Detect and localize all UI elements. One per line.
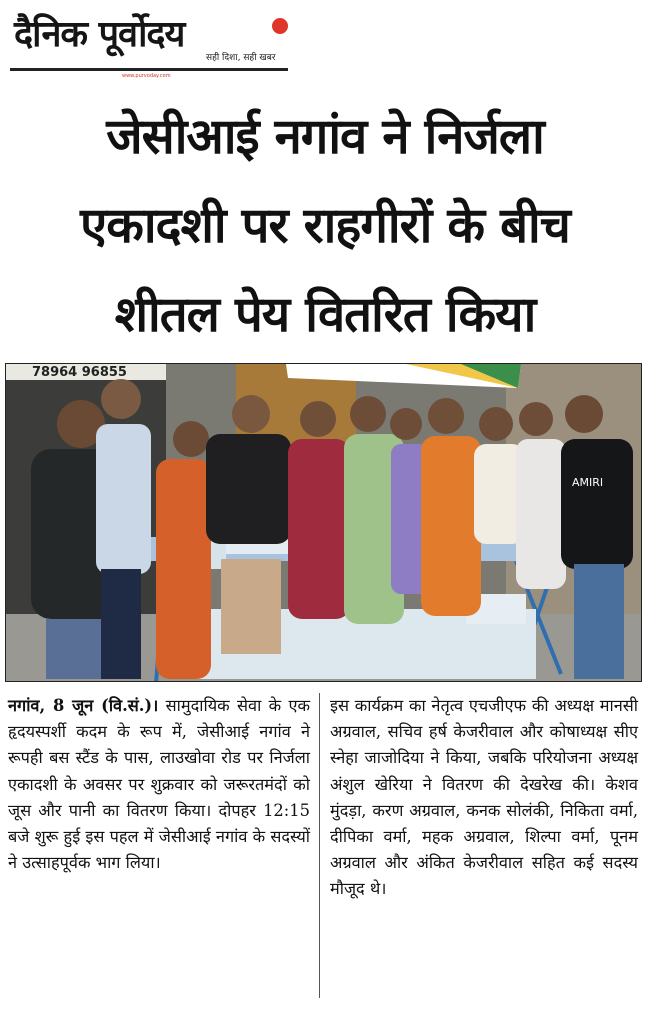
column-divider	[319, 693, 320, 998]
banner-text: 78964 96855	[32, 365, 127, 380]
article-column-right	[330, 693, 638, 903]
article-left-paragraph	[8, 693, 310, 876]
dateline: नगांव, 8 जून (वि.सं.)।	[8, 696, 159, 715]
headline-line-1: जेसीआई नगांव ने निर्जला	[106, 108, 544, 165]
newspaper-name: दैनिक पूर्वोदय	[14, 14, 185, 55]
article-column-left	[8, 693, 310, 876]
article-right-body: इस कार्यक्रम का नेतृत्व एचजीएफ की अध्यक्ष मानसी अग्रवाल, सचिव हर्ष केजरीवाल और कोषाध्यक्ष सीए स्नेहा जाजोदिया ने किया, जबकि परियोजना अध्यक्ष अंशुल खेरिया ने वितरण की देखरेख की। केशव मुंदड़ा, करण अग्रवाल, कनक सोलंकी, निकिता वर्मा, दीपिका वर्मा, महक अग्रवाल, शिल्पा वर्मा, पूनम अग्रवाल और अंकित केजरीवाल सहित कई सदस्य मौजूद थे।	[330, 696, 638, 899]
masthead-subline: www.purvoday.com	[122, 73, 171, 79]
newspaper-tagline: सही दिशा, सही खबर	[206, 53, 276, 63]
masthead	[10, 6, 290, 79]
headline-line-2: एकादशी पर राहगीरों के बीच	[80, 197, 570, 254]
article-left-body: सामुदायिक सेवा के एक हृदयस्पर्शी कदम के रूप में, जेसीआई नगांव ने रूपही बस स्टैंड के पास, लाउखोवा रोड पर निर्जला एकादशी के अवसर पर शुक्रवार को जरूरतमंदों को जूस और पानी का वितरण किया। दोपहर 12:15 बजे शुरू हुई इस पहल में जेसीआई नगांव के सदस्यों ने उत्साहपूर्वक भाग लिया।	[8, 696, 310, 873]
masthead-rule	[10, 68, 288, 71]
headline	[20, 92, 630, 359]
headline-line-3: शीतल पेय वितरित किया	[114, 286, 536, 343]
logo-dot-icon	[272, 18, 288, 34]
photo-illustration	[6, 364, 642, 682]
tshirt-text: AMIRI	[572, 476, 604, 489]
event-photo	[5, 363, 642, 682]
